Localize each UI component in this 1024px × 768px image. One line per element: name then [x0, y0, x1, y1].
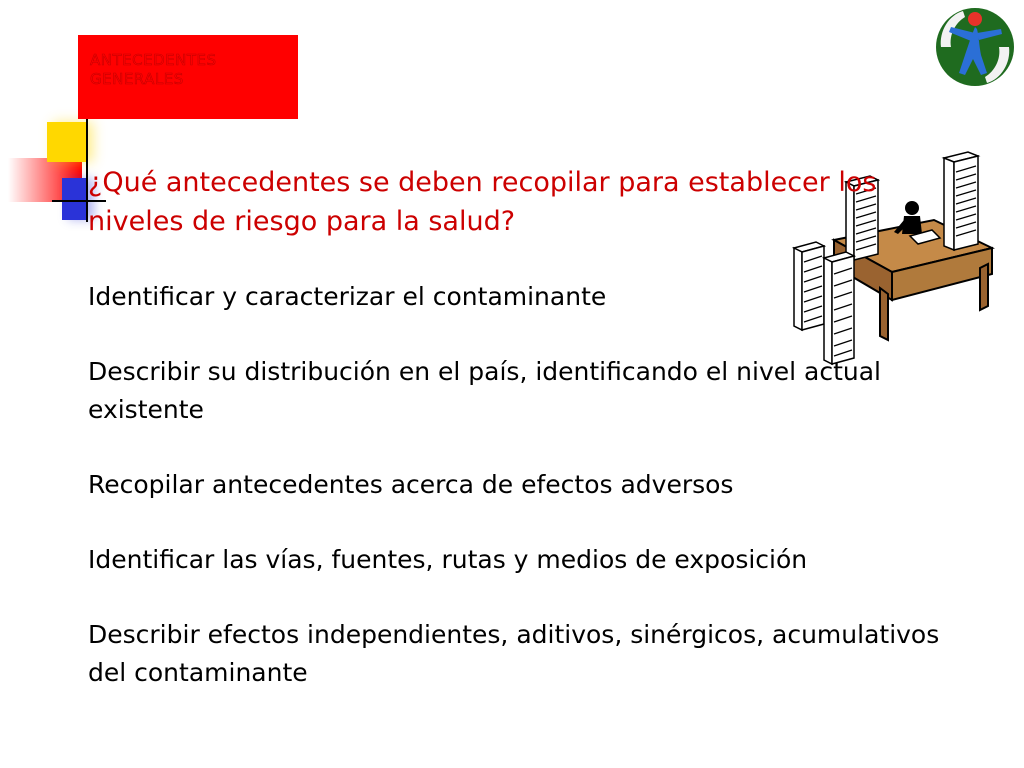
- decor-yellow-block: [47, 122, 87, 162]
- list-item: Identificar las vías, fuentes, rutas y medios de exposición: [88, 545, 808, 574]
- decor-blue-block: [62, 178, 88, 220]
- slide-content: [88, 163, 948, 692]
- list-item: Describir su distribución en el país, identificando el nivel actual existente: [88, 357, 882, 424]
- slide-question: ¿Qué antecedentes se deben recopilar para establecer los niveles de riesgo para la salud?: [88, 167, 877, 237]
- section-tag-line-1: ANTECEDENTES: [90, 51, 217, 69]
- list-item: Recopilar antecedentes acerca de efectos adversos: [88, 470, 734, 499]
- logo-icon: [931, 3, 1019, 89]
- list-item: Identificar y caracterizar el contaminante: [88, 282, 607, 311]
- section-tag-line-2: GENERALES: [90, 70, 184, 88]
- list-item: Describir efectos independientes, aditivos, sinérgicos, acumulativos del contaminante: [88, 620, 940, 687]
- section-tag: [78, 35, 298, 119]
